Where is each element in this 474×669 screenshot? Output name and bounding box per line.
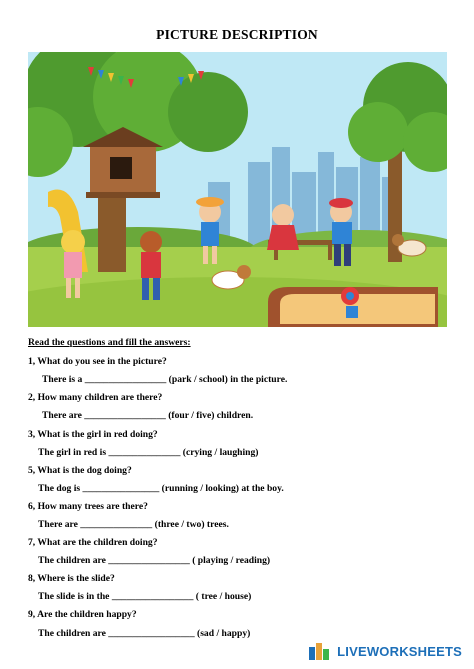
answer-2: There are _________________ (four / five) children. [42, 410, 254, 421]
answer-5: The dog is ________________ (running / looking) at the boy. [38, 483, 284, 494]
question-6: 6, How many trees are there? [28, 501, 148, 512]
answer-1: There is a _________________ (park / school) in the picture. [42, 374, 288, 385]
answer-7: The children are _________________ ( playing / reading) [38, 555, 271, 566]
question-7: 7, What are the children doing? [28, 537, 158, 548]
park-illustration [28, 52, 447, 327]
instructions-heading: Read the questions and fill the answers: [28, 337, 191, 348]
answer-9: The children are __________________ (sad / happy) [38, 628, 251, 639]
liveworksheets-logo-icon [309, 643, 333, 660]
answer-3: The girl in red is _______________ (crying / laughing) [38, 447, 259, 458]
question-3: 3, What is the girl in red doing? [28, 429, 158, 440]
question-8: 8, Where is the slide? [28, 573, 115, 584]
question-5: 5, What is the dog doing? [28, 465, 132, 476]
answer-8: The slide is in the _________________ ( tree / house) [38, 591, 252, 602]
answer-6: There are _______________ (three / two) trees. [38, 519, 229, 530]
page-title: PICTURE DESCRIPTION [156, 27, 318, 42]
question-2: 2, How many children are there? [28, 392, 163, 403]
question-1: 1, What do you see in the picture? [28, 356, 167, 367]
liveworksheets-footer[interactable] [309, 640, 462, 662]
question-9: 9, Are the children happy? [28, 609, 137, 620]
liveworksheets-brand: LIVEWORKSHEETS [337, 643, 462, 659]
